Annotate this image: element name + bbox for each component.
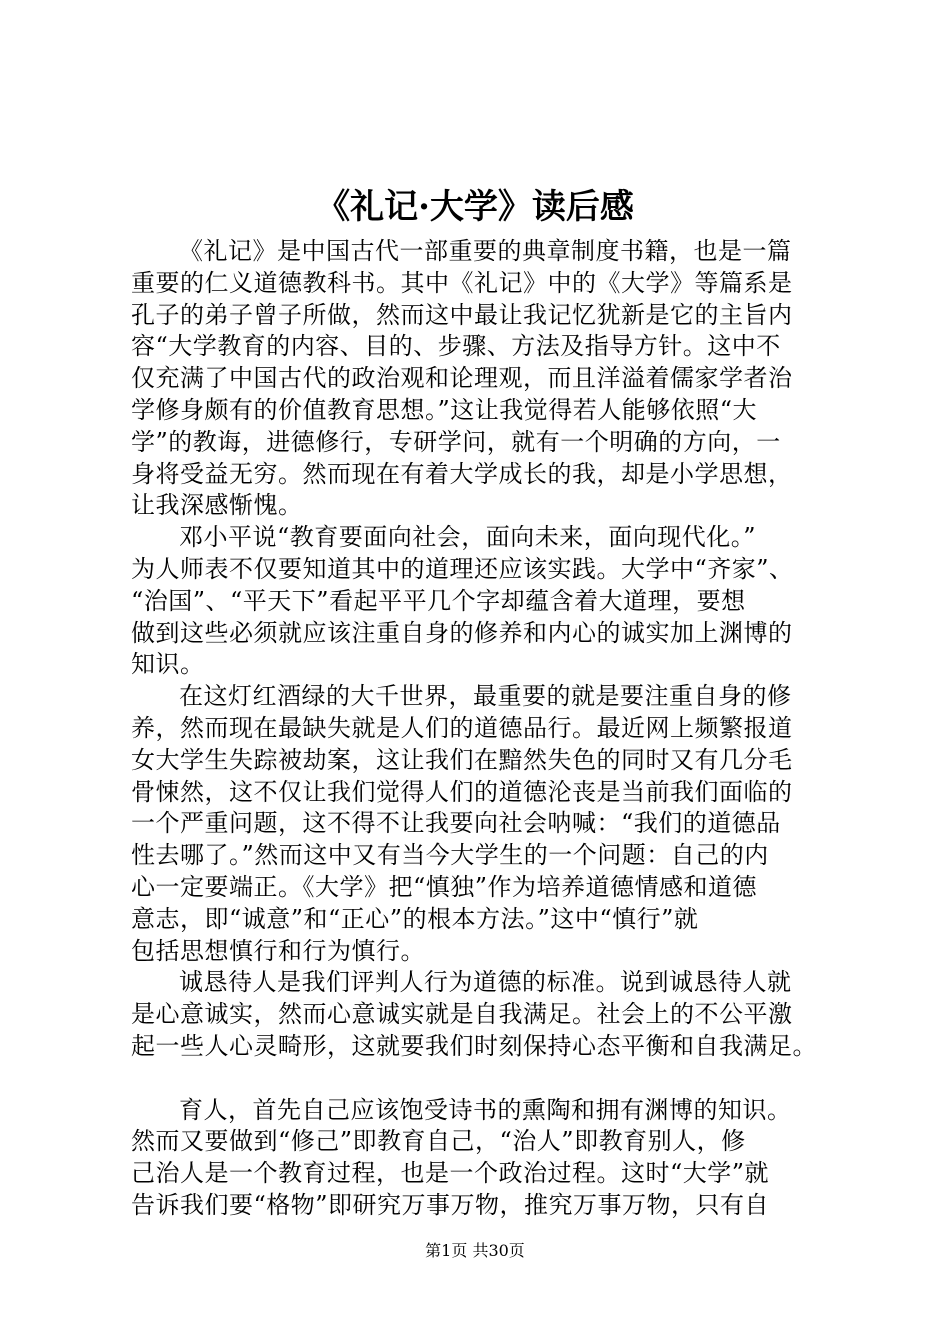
- paragraph-line: 诚恳待人是我们评判人行为道德的标准。说到诚恳待人就: [179, 968, 792, 997]
- paragraph-line: 身将受益无穷。然而现在有着大学成长的我，却是小学思想，: [131, 459, 793, 488]
- paragraph-line: 女大学生失踪被劫案，这让我们在黯然失色的同时又有几分毛: [131, 745, 793, 774]
- document-title: 《礼记·大学》读后感: [316, 187, 634, 227]
- paragraph-line: 重要的仁义道德教科书。其中《礼记》中的《大学》等篇系是: [131, 268, 793, 297]
- document-body: [131, 236, 851, 1222]
- paragraph-line: 己治人是一个教育过程，也是一个政治过程。这时“大学”就: [131, 1159, 770, 1188]
- paragraph-5: [131, 1095, 851, 1222]
- paragraph-line: 仅充满了中国古代的政治观和论理观，而且洋溢着儒家学者治: [131, 364, 793, 393]
- paragraph-line: 告诉我们要“格物”即研究万事万物，推究万事万物，只有自: [131, 1190, 770, 1219]
- paragraph-line: 是心意诚实，然而心意诚实就是自我满足。社会上的不公平激: [131, 1000, 793, 1029]
- paragraph-line: 意志，即“诚意”和“正心”的根本方法。”这中“慎行”就: [131, 904, 699, 933]
- paragraph-line: 育人，首先自己应该饱受诗书的熏陶和拥有渊博的知识。: [179, 1095, 792, 1124]
- paragraph-line: 在这灯红酒绿的大千世界，最重要的就是要注重自身的修: [179, 682, 792, 711]
- paragraph-spacer: [131, 1063, 851, 1095]
- paragraph-2: [131, 522, 851, 681]
- paragraph-line: 学修身颇有的价值教育思想。”这让我觉得若人能够依照“大: [131, 395, 758, 424]
- paragraph-line: 让我深感惭愧。: [131, 491, 303, 520]
- paragraph-line: 养，然而现在最缺失就是人们的道德品行。最近网上频繁报道: [131, 713, 793, 742]
- paragraph-line: 《礼记》是中国古代一部重要的典章制度书籍，也是一篇: [179, 237, 792, 265]
- paragraph-line: 知识。: [131, 650, 205, 679]
- paragraph-line: 包括思想慎行和行为慎行。: [131, 936, 425, 965]
- paragraph-line: 邓小平说“教育要面向社会，面向未来，面向现代化。”: [179, 523, 757, 552]
- paragraph-line: 然而又要做到“修己”即教育自己，“治人”即教育别人，修: [131, 1127, 746, 1156]
- paragraph-3: [131, 681, 851, 967]
- paragraph-line: 孔子的弟子曾子所做，然而这中最让我记忆犹新是它的主旨内: [131, 300, 793, 329]
- page-number-footer: 第1页 共30页: [425, 1241, 525, 1260]
- paragraph-line: “治国”、“平天下”看起平平几个字却蕴含着大道理，要想: [131, 586, 746, 615]
- paragraph-line: 做到这些必须就应该注重自身的修养和内心的诚实加上渊博的: [131, 618, 793, 647]
- paragraph-line: 心一定要端正。《大学》把“慎独”作为培养道德情感和道德: [131, 872, 758, 901]
- paragraph-line: 性去哪了。”然而这中又有当今大学生的一个问题：自己的内: [131, 841, 769, 870]
- paragraph-line: 学”的教诲，进德修行，专研学问，就有一个明确的方向，一: [131, 427, 781, 456]
- paragraph-1: [131, 236, 851, 522]
- paragraph-4: [131, 967, 851, 1062]
- paragraph-line: 一个严重问题，这不得不让我要向社会呐喊：“我们的道德品: [131, 809, 781, 838]
- paragraph-line: 容“大学教育的内容、目的、步骤、方法及指导方针。这中不: [131, 332, 781, 361]
- paragraph-line: 骨悚然，这不仅让我们觉得人们的道德沦丧是当前我们面临的: [131, 777, 793, 806]
- paragraph-line: 起一些人心灵畸形，这就要我们时刻保持心态平衡和自我满足。: [131, 1031, 817, 1060]
- paragraph-line: 为人师表不仅要知道其中的道理还应该实践。大学中“齐家”、: [131, 554, 794, 583]
